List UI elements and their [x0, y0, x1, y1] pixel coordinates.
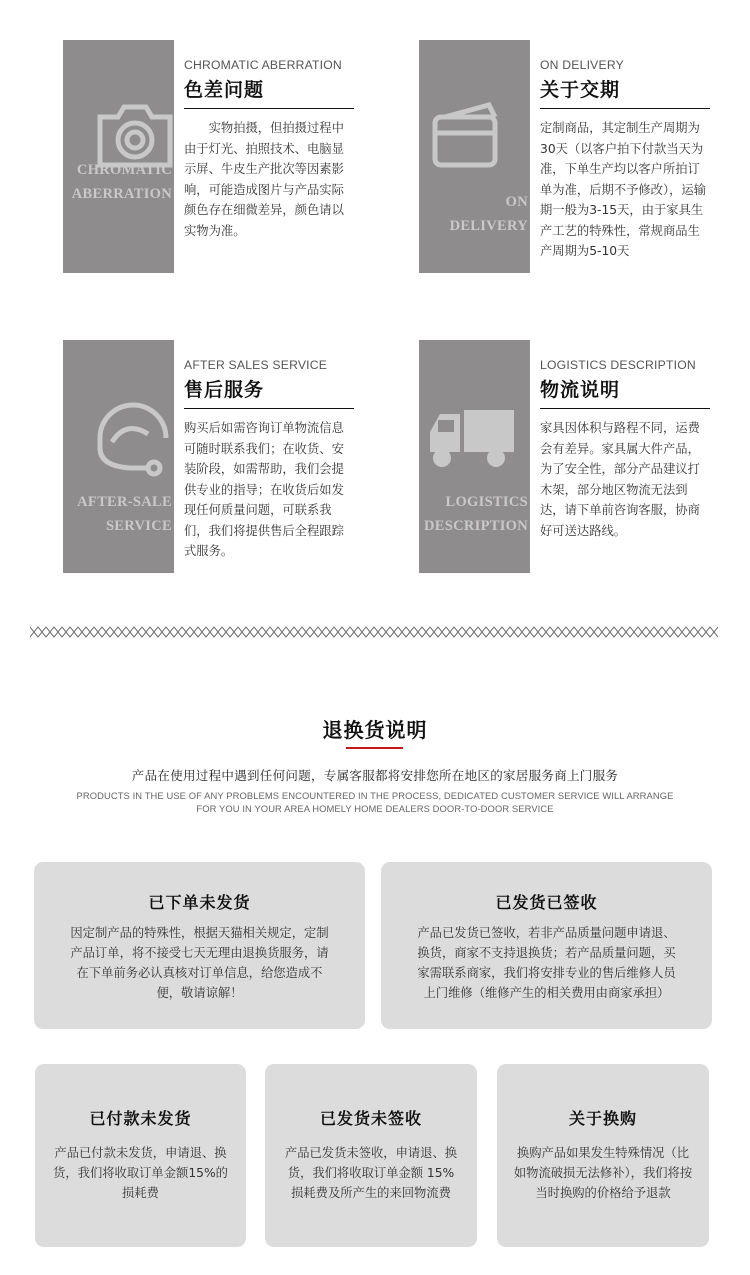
image-label-line1: AFTER-SALE [77, 494, 172, 510]
block-en-title: LOGISTICS DESCRIPTION [540, 358, 696, 372]
card-title: 已发货未签收 [319, 1109, 422, 1128]
subtitle-en-line1: PRODUCTS IN THE USE OF ANY PROBLEMS ENCOUNTERED IN THE PROCESS, DEDICATED CUSTOMER SERVICE WILL ARRANGE [76, 790, 674, 801]
card-title: 关于换购 [568, 1109, 637, 1128]
after-sale-image [63, 340, 174, 573]
image-label-line2: DESCRIPTION [423, 518, 528, 534]
block-cn-title: 关于交期 [540, 75, 710, 109]
card-shipped-signed [381, 862, 712, 1029]
info-block-chromatic [63, 40, 363, 275]
delivery-image [419, 40, 530, 273]
block-en-title: ON DELIVERY [540, 58, 624, 72]
card-title: 已发货已签收 [495, 893, 598, 912]
card-body: 换购产品如果发生特殊情况（比如物流破损无法修补），我们将按当时换购的价格给予退款 [513, 1146, 693, 1200]
card-body: 因定制产品的特殊性，根据天猫相关规定，定制产品订单，将不接受七天无理由退换货服务，请在下单前务必认真核对订单信息，给您造成不便，敬请谅解！ [70, 926, 329, 1000]
headset-icon [88, 390, 174, 480]
card-exchange [497, 1064, 709, 1247]
block-body: 实物拍摄，但拍摄过程中由于灯光、拍照技术、电脑显示屏、牛皮生产批次等因素影响，可能造成图片与产品实际颜色存在细微差异，颜色请以实物为准。 [184, 121, 344, 238]
info-block-delivery [419, 40, 719, 275]
card-ordered-not-shipped [34, 862, 365, 1029]
block-cn-title: 物流说明 [540, 375, 710, 409]
info-block-logistics [419, 340, 719, 575]
image-label-line1: CHROMATIC [76, 162, 172, 178]
truck-icon [426, 402, 516, 482]
block-body: 购买后如需咨询订单物流信息可随时联系我们；在收货、安装阶段，如需帮助，我们会提供专业的指导；在收货后如发现任何质量问题，可联系我们，我们将提供售后全程跟踪式服务。 [184, 421, 344, 558]
image-label-line2: DELIVERY [449, 218, 528, 234]
logistics-image [419, 340, 530, 573]
returns-subtitle: 产品在使用过程中遇到任何问题，专属客服都将安排您所在地区的家居服务商上门服务 [131, 768, 619, 783]
card-title: 已下单未发货 [148, 893, 251, 912]
block-en-title: AFTER SALES SERVICE [184, 358, 328, 372]
image-label-line2: ABERRATION [71, 186, 172, 202]
card-title: 已付款未发货 [89, 1109, 192, 1128]
block-cn-title: 色差问题 [184, 75, 354, 109]
returns-subtitle-en [70, 789, 680, 815]
image-label-line2: SERVICE [105, 518, 172, 534]
image-label-line1: ON [505, 194, 528, 210]
block-en-title: CHROMATIC ABERRATION [184, 58, 342, 72]
returns-title: 退换货说明 [322, 718, 428, 742]
card-shipped-not-signed [265, 1064, 477, 1247]
zigzag-divider [30, 625, 718, 639]
card-paid-not-shipped [35, 1064, 246, 1247]
block-body: 家具因体积与路程不同，运费会有差异。家具属大件产品，为了安全性，部分产品建议打木架，部分地区物流无法到达，请下单前咨询客服，协商好可送达路线。 [540, 421, 700, 538]
title-underline [346, 747, 403, 749]
chromatic-image [63, 40, 174, 273]
image-label-line1: LOGISTICS [445, 494, 528, 510]
card-body: 产品已发货已签收，若非产品质量问题申请退、换货，商家不支持退换货；若产品质量问题，买家需联系商家，我们将安排专业的售后维修人员上门维修（维修产生的相关费用由商家承担） [417, 926, 676, 1000]
info-block-after-sale [63, 340, 363, 575]
subtitle-en-line2: FOR YOU IN YOUR AREA HOMELY HOME DEALERS DOOR-TO-DOOR SERVICE [196, 803, 554, 814]
block-body: 定制商品，其定制生产周期为30天（以客户拍下付款当天为准，下单生产均以客户所拍订单为准，后期不予修改），运输期一般为3-15天，由于家具生产工艺的特殊性，常规商品生产周期为5-10天 [540, 121, 707, 258]
card-body: 产品已发货未签收，申请退、换货，我们将收取订单金额 15% 损耗费及所产生的来回物流费 [284, 1146, 458, 1200]
card-icon [427, 95, 507, 175]
block-cn-title: 售后服务 [184, 375, 354, 409]
card-body: 产品已付款未发货，申请退、换货，我们将收取订单金额15%的损耗费 [53, 1146, 228, 1200]
